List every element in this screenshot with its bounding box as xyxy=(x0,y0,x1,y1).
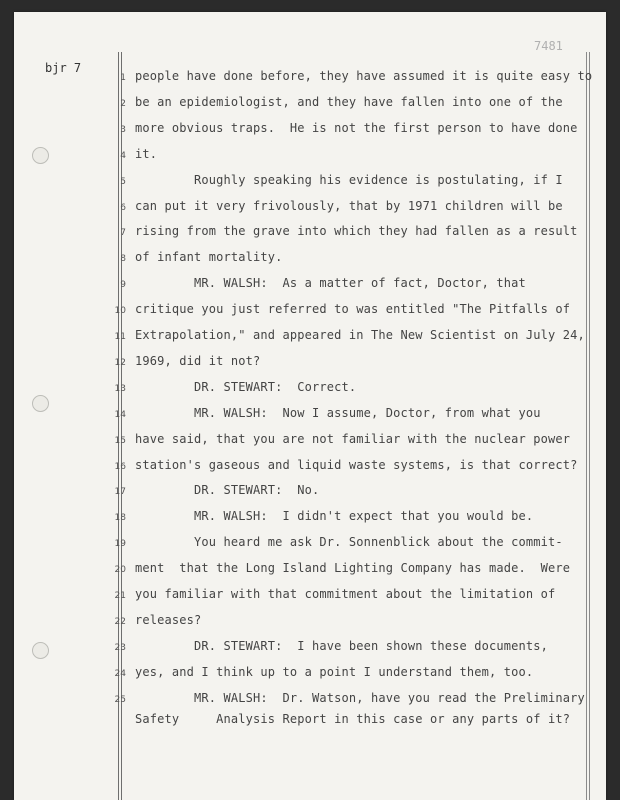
line-number: 11 xyxy=(114,332,126,342)
transcript-line: DR. STEWART: No. xyxy=(135,483,320,498)
transcript-line: releases? xyxy=(135,612,202,627)
line-number: 15 xyxy=(114,435,126,446)
transcript-line: can put it very frivolously, that by 1971 children will be xyxy=(135,198,563,213)
line-number: 8 xyxy=(120,254,126,265)
transcript-line: MR. WALSH: I didn't expect that you would be. xyxy=(135,509,534,524)
transcript-line: have said, that you are not familiar with the nuclear power xyxy=(135,431,571,446)
line-number: 10 xyxy=(114,306,126,317)
line-number: 17 xyxy=(114,487,126,498)
line-number: 19 xyxy=(114,539,126,550)
line-number: 14 xyxy=(114,409,126,420)
line-number: 22 xyxy=(114,616,126,627)
line-number: 23 xyxy=(114,642,126,653)
transcript-line: Extrapolation," and appeared in The New Scientist on July 24, xyxy=(135,328,585,342)
punch-hole xyxy=(32,395,49,412)
transcript-line: MR. WALSH: As a matter of fact, Doctor, that xyxy=(135,276,526,291)
line-number: 24 xyxy=(114,668,126,679)
line-number: 7 xyxy=(120,228,126,239)
transcript-line: of infant mortality. xyxy=(135,250,283,265)
line-number: 25 xyxy=(114,694,126,705)
transcript-line: rising from the grave into which they had fallen as a result xyxy=(135,224,578,239)
line-number: 9 xyxy=(120,280,126,291)
line-number: 13 xyxy=(114,383,126,394)
transcript-line: you familiar with that commitment about the limitation of xyxy=(135,587,556,601)
line-number: 4 xyxy=(120,150,126,161)
line-number: 12 xyxy=(114,357,126,368)
transcript-line: DR. STEWART: Correct. xyxy=(135,379,357,394)
transcript-line: be an epidemiologist, and they have fallen into one of the xyxy=(135,94,563,109)
line-number: 2 xyxy=(120,98,126,109)
transcript-line: critique you just referred to was entitled "The Pitfalls of xyxy=(135,302,571,317)
left-margin-rule xyxy=(121,52,122,800)
right-margin-rule xyxy=(586,52,587,800)
transcript-line: more obvious traps. He is not the first person to have done xyxy=(135,120,578,135)
transcript-line: ment that the Long Island Lighting Company has made. Were xyxy=(135,561,571,576)
line-number: 18 xyxy=(114,513,126,524)
transcript-line: it. xyxy=(135,146,158,161)
transcript-page xyxy=(14,12,606,800)
right-margin-rule xyxy=(589,52,590,800)
transcript-line: 1969, did it not? xyxy=(135,353,261,368)
left-margin-rule xyxy=(118,52,119,800)
transcript-line: people have done before, they have assumed it is quite easy to xyxy=(135,69,593,83)
page-number: 7481 xyxy=(534,39,563,53)
punch-hole xyxy=(32,147,49,164)
punch-hole xyxy=(32,642,49,659)
line-number: 20 xyxy=(114,565,126,576)
line-number: 16 xyxy=(114,461,126,472)
transcript-line: station's gaseous and liquid waste systems, is that correct? xyxy=(135,457,578,472)
reporter-initials: bjr 7 xyxy=(45,61,82,75)
transcript-line: DR. STEWART: I have been shown these documents, xyxy=(135,638,548,653)
transcript-line: MR. WALSH: Dr. Watson, have you read the Preliminary xyxy=(135,690,585,705)
transcript-line: Safety Analysis Report in this case or any parts of it? xyxy=(135,711,571,726)
transcript-line: You heard me ask Dr. Sonnenblick about the commit- xyxy=(135,535,563,550)
transcript-line: yes, and I think up to a point I understand them, too. xyxy=(135,664,534,679)
line-number: 1 xyxy=(120,73,126,83)
line-number: 6 xyxy=(120,202,126,213)
transcript-line: MR. WALSH: Now I assume, Doctor, from what you xyxy=(135,405,541,420)
line-number: 5 xyxy=(120,176,126,187)
transcript-line: Roughly speaking his evidence is postulating, if I xyxy=(135,172,563,187)
line-number: 3 xyxy=(120,124,126,135)
line-number: 21 xyxy=(114,591,126,601)
